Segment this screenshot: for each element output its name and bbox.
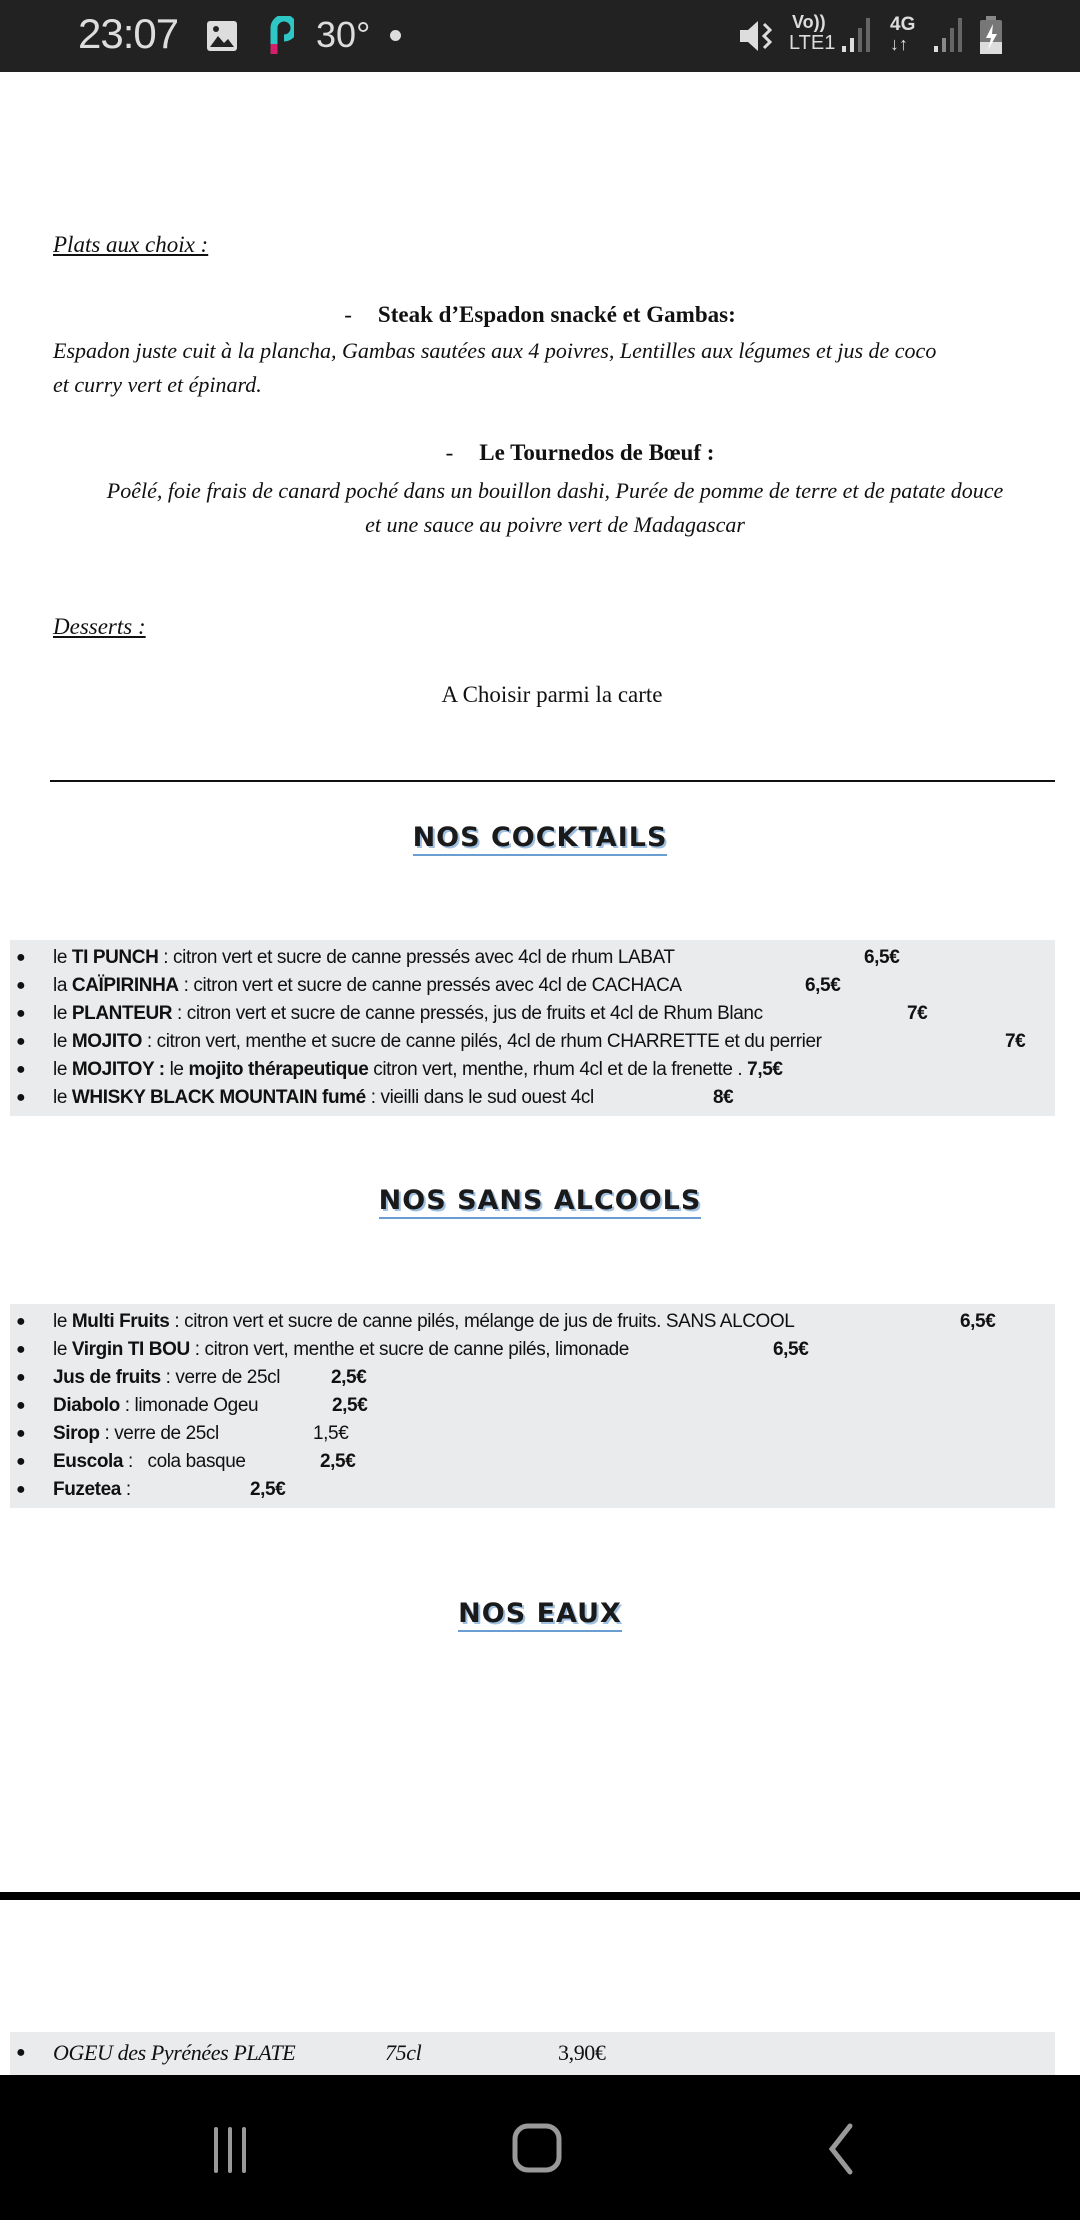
- item-name: Multi Fruits: [71, 1311, 170, 1332]
- eaux-title: [0, 1598, 1080, 1629]
- item-text: [53, 1476, 131, 1504]
- item-name: TI PUNCH: [71, 947, 159, 968]
- bullet-icon: ●: [16, 1481, 26, 1498]
- bullet-icon: ●: [16, 1425, 26, 1442]
- item-text: [53, 1028, 822, 1056]
- list-item: [10, 1448, 1055, 1476]
- item-price: 7€: [907, 1003, 928, 1024]
- lte1-label: LTE1: [789, 32, 836, 54]
- item-desc: : limonade Ogeu: [119, 1395, 259, 1416]
- item-name: MOJITO: [71, 1031, 142, 1052]
- list-item: [10, 972, 1055, 1000]
- divider: [50, 780, 1055, 782]
- item-text: [53, 972, 682, 1000]
- home-icon[interactable]: [512, 2123, 564, 2175]
- item-price: 2,5€: [320, 1451, 356, 1472]
- back-icon[interactable]: [820, 2123, 860, 2175]
- dish-desc-line: Poêlé, foie frais de canard poché dans un bouillon dashi, Purée de pomme de terre et de patate douce: [106, 478, 1004, 503]
- item-desc: : citron vert, menthe et sucre de canne pilés, 4cl de rhum CHARRETTE et du perrier: [141, 1031, 822, 1052]
- item-price: 7,5€: [747, 1059, 783, 1080]
- signal-icon: [842, 16, 872, 54]
- dish-title: [40, 440, 1080, 466]
- list-item: [10, 1000, 1055, 1028]
- item-desc: citron vert, menthe, rhum 4cl et de la frenette .: [368, 1059, 748, 1080]
- battery-charging-icon: [978, 16, 1006, 56]
- item-desc: : citron vert et sucre de canne pressés, jus de fruits et 4cl de Rhum Blanc: [172, 1003, 763, 1024]
- status-bar: [0, 0, 1080, 72]
- item-prefix: la: [53, 975, 72, 996]
- dish-name: Steak d’Espadon snacké et Gambas:: [377, 302, 736, 327]
- item-desc: : verre de 25cl: [160, 1367, 281, 1388]
- item-price: 2,5€: [331, 1367, 367, 1388]
- item-text: [53, 1420, 219, 1448]
- item-desc: : citron vert et sucre de canne pilés, mélange de jus de fruits. SANS ALCOOL: [169, 1311, 795, 1332]
- section-title-text: NOS SANS ALCOOLS: [379, 1185, 702, 1219]
- bullet-icon: ●: [16, 1005, 26, 1022]
- item-name: mojito thérapeutique: [188, 1059, 369, 1080]
- item-name: CAÏPIRINHA: [71, 975, 179, 996]
- dish-name: Le Tournedos de Bœuf :: [479, 440, 715, 465]
- item-desc: le: [164, 1059, 189, 1080]
- dot-icon: [390, 30, 401, 41]
- item-prefix: le: [53, 1339, 72, 1360]
- item-text: [53, 1308, 794, 1336]
- item-name: PLANTEUR: [71, 1003, 173, 1024]
- temperature: 30°: [316, 14, 371, 55]
- bullet-icon: ●: [16, 1341, 26, 1358]
- bullet-icon: ●: [16, 1061, 26, 1078]
- navigation-bar: [0, 2075, 1080, 2220]
- item-name: MOJITOY :: [71, 1059, 165, 1080]
- cocktails-list: [10, 940, 1055, 1116]
- item-price: 3,90€: [558, 2040, 606, 2065]
- recents-icon[interactable]: [210, 2125, 260, 2175]
- dish-desc-line: et une sauce au poivre vert de Madagascar: [365, 512, 745, 537]
- section-title-text: NOS EAUX: [458, 1598, 622, 1632]
- desserts-heading: Desserts :: [53, 614, 146, 639]
- item-prefix: le: [53, 1311, 72, 1332]
- item-price: 2,5€: [250, 1479, 286, 1500]
- bullet-icon: ●: [16, 1369, 26, 1386]
- dash: -: [445, 440, 454, 465]
- item-price: 6,5€: [960, 1311, 996, 1332]
- list-item: [10, 1028, 1055, 1056]
- page-break: [0, 1892, 1080, 1900]
- list-item: [10, 944, 1055, 972]
- item-price: 6,5€: [773, 1339, 809, 1360]
- item-text: [53, 1392, 258, 1420]
- item-desc: : cola basque: [123, 1451, 246, 1472]
- bullet-icon: ●: [16, 1313, 26, 1330]
- plats-heading: Plats aux choix :: [53, 232, 209, 257]
- dish-desc-line: Espadon juste cuit à la plancha, Gambas sautées aux 4 poivres, Lentilles aux légumes et jus de coco: [53, 338, 937, 363]
- item-text: [53, 1448, 246, 1476]
- item-prefix: le: [53, 1031, 72, 1052]
- item-price: 6,5€: [864, 947, 900, 968]
- list-item: [10, 1364, 1055, 1392]
- item-name: Fuzetea: [53, 1479, 121, 1500]
- item-desc: : verre de 25cl: [99, 1423, 219, 1444]
- item-price: 1,5€: [313, 1423, 349, 1444]
- desserts-text: A Choisir parmi la carte: [441, 682, 663, 707]
- volte-icon: Vo)): [792, 12, 826, 32]
- list-item: [10, 1084, 1055, 1112]
- data-arrows-icon: ↓↑: [890, 34, 908, 54]
- item-prefix: le: [53, 947, 72, 968]
- item-name: Virgin TI BOU: [71, 1339, 190, 1360]
- item-prefix: le: [53, 1003, 72, 1024]
- item-price: 7€: [1005, 1031, 1026, 1052]
- item-text: [53, 1084, 594, 1112]
- item-price: 8€: [713, 1087, 734, 1108]
- cocktails-title: [0, 822, 1080, 853]
- bullet-icon: ●: [16, 949, 26, 966]
- item-desc: : citron vert, menthe et sucre de canne pilés, limonade: [189, 1339, 629, 1360]
- list-item: [10, 1392, 1055, 1420]
- item-prefix: le: [53, 1087, 72, 1108]
- item-text: [53, 1000, 763, 1028]
- item-price: 2,5€: [332, 1395, 368, 1416]
- bullet-icon: ●: [16, 977, 26, 994]
- sans-alcools-list: [10, 1304, 1055, 1508]
- item-name: Diabolo: [53, 1395, 120, 1416]
- bullet-icon: ●: [16, 1453, 26, 1470]
- item-desc: : citron vert et sucre de canne pressés avec 4cl de rhum LABAT: [158, 947, 675, 968]
- item-name: Sirop: [53, 1423, 100, 1444]
- app-p-icon: [268, 16, 294, 56]
- list-item: [10, 1336, 1055, 1364]
- list-item: [10, 1308, 1055, 1336]
- list-item: [10, 1420, 1055, 1448]
- list-item: [10, 1056, 1055, 1084]
- item-desc: :: [120, 1479, 131, 1500]
- bullet-icon: ●: [16, 1033, 26, 1050]
- dash: -: [344, 302, 352, 327]
- bullet-icon: ●: [16, 2044, 26, 2061]
- dish-desc-line: et curry vert et épinard.: [53, 372, 262, 397]
- list-item: [10, 2039, 1055, 2067]
- item-text: [53, 1336, 629, 1364]
- item-text: [53, 1364, 280, 1392]
- signal-icon: [934, 16, 964, 54]
- item-desc: : vieilli dans le sud ouest 4cl: [365, 1087, 594, 1108]
- clock: 23:07: [78, 10, 179, 57]
- section-title-text: NOS COCKTAILS: [413, 822, 668, 856]
- item-name: Jus de fruits: [53, 1367, 161, 1388]
- eaux-list: [10, 2032, 1055, 2075]
- item-name: OGEU des Pyrénées PLATE: [53, 2040, 296, 2065]
- item-desc: : citron vert et sucre de canne pressés avec 4cl de CACHACA: [178, 975, 682, 996]
- bullet-icon: ●: [16, 1089, 26, 1106]
- item-prefix: le: [53, 1059, 72, 1080]
- menu-document: [0, 72, 1080, 2075]
- item-name: Euscola: [53, 1451, 124, 1472]
- item-price: 6,5€: [805, 975, 841, 996]
- item-size: 75cl: [385, 2040, 422, 2065]
- mute-icon: [738, 18, 778, 54]
- item-name: WHISKY BLACK MOUNTAIN fumé: [71, 1087, 366, 1108]
- item-text: [53, 944, 675, 972]
- dish-title: [0, 302, 1080, 328]
- list-item: [10, 1476, 1055, 1504]
- sans-alcools-title: [0, 1185, 1080, 1216]
- item-text: [53, 1056, 783, 1084]
- bullet-icon: ●: [16, 1397, 26, 1414]
- gallery-icon: [206, 20, 238, 52]
- 4g-icon: 4G: [890, 14, 916, 35]
